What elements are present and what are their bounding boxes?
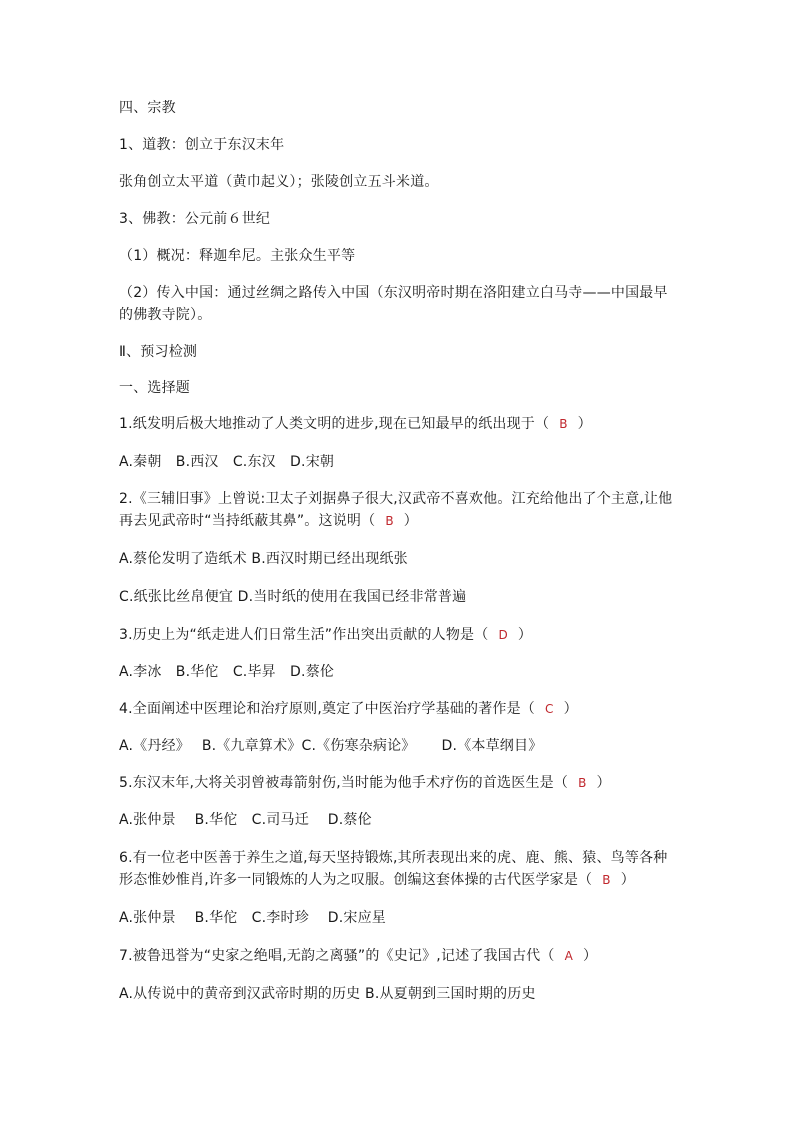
question-stem: 2.《三辅旧事》上曾说:卫太子刘据鼻子很大,汉武帝不喜欢他。江充给他出了个主意,让他再去见武帝时“当持纸蔽其鼻”。这说明（ [119,491,673,529]
question-7-options: A.从传说中的黄帝到汉武帝时期的历史 B.从夏朝到三国时期的历史 [119,986,536,1002]
question-stem: 1.纸发明后极大地推动了人类文明的进步,现在已知最早的纸出现于（ [119,416,550,432]
buddhism-heading: 3、佛教：公元前６世纪 [119,211,271,227]
question-1 [119,414,592,434]
answer-mark: A [564,949,573,963]
answer-mark: C [545,702,554,716]
question-4-options: A.《丹经》 B.《九章算术》C.《伤寒杂病论》 D.《本草纲目》 [119,738,543,754]
question-close: ） [577,416,592,432]
preview-test-heading: Ⅱ、预习检测 [119,344,198,360]
question-2-options-row-1: A.蔡伦发明了造纸术 B.西汉时期已经出现纸张 [119,551,408,567]
answer-mark: B [559,417,568,431]
answer-mark: B [578,776,587,790]
answer-mark: D [498,628,508,642]
answer-mark: B [385,514,394,528]
question-stem: 5.东汉末年,大将关羽曾被毒箭射伤,当时能为他手术疗伤的首选医生是（ [119,775,569,791]
question-stem: 3.历史上为“纸走进人们日常生活”作出突出贡献的人物是（ [119,627,489,643]
question-close: ） [563,701,578,717]
question-stem: 6.有一位老中医善于养生之道,每天坚持锻炼,其所表现出来的虎、鹿、熊、猿、鸟等各种形态惟妙惟肖,许多一同锻炼的人为之叹服。创编这套体操的古代医学家是（ [119,850,668,888]
question-close: ） [620,872,635,888]
question-6 [119,847,679,891]
question-close: ） [403,513,418,529]
buddhism-introduction: （2）传入中国：通过丝绸之路传入中国（东汉明帝时期在洛阳建立白马寺——中国最早的佛教寺院）。 [119,285,668,323]
answer-mark: B [602,873,611,887]
question-2-options-row-2: C.纸张比丝帛便宜 D.当时纸的使用在我国已经非常普遍 [119,589,467,605]
taoism-detail: 张角创立太平道（黄巾起义）；张陵创立五斗米道。 [119,174,439,190]
question-close: ） [517,627,533,643]
question-7 [119,946,597,966]
question-stem: 4.全面阐述中医理论和治疗原则,奠定了中医治疗学基础的著作是（ [119,701,536,717]
buddhism-overview: （1）概况：释迦牟尼。主张众生平等 [119,248,356,264]
question-2 [119,488,679,532]
taoism-heading: 1、道教：创立于东汉末年 [119,137,285,153]
question-1-options: A.秦朝 B.西汉 C.东汉 D.宋朝 [119,454,335,470]
question-stem: 7.被鲁迅誉为“史家之绝唱,无韵之离骚”的《史记》,记述了我国古代（ [119,948,555,964]
section-heading-religion: 四、宗教 [119,100,176,116]
question-3 [119,625,532,645]
question-3-options: A.李冰 B.华佗 C.毕昇 D.蔡伦 [119,664,335,680]
question-5 [119,773,611,793]
question-6-options: A.张仲景 B.华佗 C.李时珍 D.宋应星 [119,910,386,926]
question-close: ） [582,948,598,964]
multiple-choice-heading: 一、选择题 [119,380,190,396]
question-close: ） [596,775,611,791]
question-5-options: A.张仲景 B.华佗 C.司马迁 D.蔡伦 [119,812,372,828]
question-4 [119,699,578,719]
